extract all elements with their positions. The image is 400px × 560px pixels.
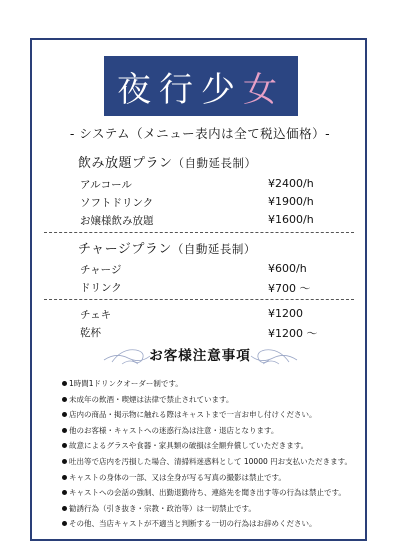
bullet-icon <box>62 428 67 433</box>
notice-item <box>62 438 362 454</box>
notice-item <box>62 516 362 532</box>
notice-title: お客様注意事項 <box>149 348 251 364</box>
notice-item-text: キャストへの会話の強制、出勤退勤待ち、連絡先を聞き出す等の行為は禁止です。 <box>69 488 346 498</box>
menu-row <box>80 307 350 323</box>
plan-title-suffix: （自動延長制） <box>171 242 256 256</box>
bullet-icon <box>62 397 67 402</box>
bullet-icon <box>62 521 67 526</box>
bullet-icon <box>62 459 67 464</box>
notice-item <box>62 485 362 501</box>
notice-item <box>62 392 362 408</box>
section-divider <box>44 232 354 233</box>
menu-row <box>80 195 350 211</box>
menu-item-price: ¥1600/h <box>268 213 314 226</box>
plan-title-suffix: （自動延長制） <box>172 156 257 170</box>
bullet-icon <box>62 506 67 511</box>
menu-item-name: チェキ <box>80 309 112 321</box>
system-title: - システム（メニュー表内は全て税込価格）- <box>69 126 331 141</box>
logo <box>104 56 298 116</box>
menu-item-price: ¥600/h <box>268 262 307 275</box>
notice-item-text: キャストの身体の一部、又は全身が写る写真の撮影は禁止です。 <box>69 472 286 482</box>
notice-item-text: 故意によるグラスや食器・家具類の破損は全額弁償していただきます。 <box>69 441 309 451</box>
logo-text <box>117 62 285 111</box>
notice-item-text: 店内の商品・掲示物に触れる際はキャストまで一言お申し付けください。 <box>69 410 317 420</box>
menu-item-price: ¥1200 〜 <box>268 327 318 340</box>
bullet-icon <box>62 381 67 386</box>
menu-item-price: ¥1200 <box>268 307 303 320</box>
notice-list <box>62 376 362 532</box>
notice-item-text: 1時間1ドリンクオーダー制です。 <box>69 379 183 388</box>
plan-title-all-you-can-drink <box>78 152 257 171</box>
notice-item-text: 他のお客様・キャストへの迷惑行為は注意・退店となります。 <box>69 425 279 435</box>
plan-title-text: チャージプラン <box>78 242 172 257</box>
bullet-icon <box>62 412 67 417</box>
menu-item-name: アルコール <box>80 179 132 191</box>
notice-item-text: その他、当店キャストが不適当と判断する一切の行為はお辞めください。 <box>69 519 317 529</box>
menu-item-price: ¥700 〜 <box>268 282 311 295</box>
notice-item <box>62 376 362 392</box>
notice-item <box>62 423 362 439</box>
menu-item-name: お嬢様飲み放題 <box>80 215 154 227</box>
menu-row <box>80 177 350 193</box>
menu-row <box>80 280 350 296</box>
menu-item-price: ¥2400/h <box>268 177 314 190</box>
plan-title-text: 飲み放題プラン <box>78 156 173 171</box>
menu-item-name: チャージ <box>80 264 122 276</box>
logo-text-main: 夜行少 <box>117 69 243 110</box>
menu-item-name: 乾杯 <box>80 327 101 339</box>
logo-text-accent: 女 <box>243 69 285 110</box>
menu-item-price: ¥1900/h <box>268 195 314 208</box>
menu-row <box>80 213 350 229</box>
notice-item <box>62 454 362 470</box>
notice-item-text: 未成年の飲酒・喫煙は法律で禁止されています。 <box>69 394 234 404</box>
notice-item-text: 勧誘行為（引き抜き・宗教・政治等）は一切禁止です。 <box>69 503 256 513</box>
bullet-icon <box>62 475 67 480</box>
section-divider <box>44 299 354 300</box>
bullet-icon <box>62 490 67 495</box>
notice-item <box>62 470 362 486</box>
notice-item-text: 吐出等で店内を汚損した場合、清掃料迷惑料として 10000 円お支払いただきます。 <box>69 456 353 466</box>
menu-item-name: ドリンク <box>80 282 122 294</box>
menu-row <box>80 262 350 278</box>
notice-item <box>62 501 362 517</box>
plan-title-charge <box>78 238 256 257</box>
flourish-right-icon <box>249 338 299 368</box>
notice-item <box>62 407 362 423</box>
bullet-icon <box>62 443 67 448</box>
menu-item-name: ソフトドリンク <box>80 197 154 209</box>
